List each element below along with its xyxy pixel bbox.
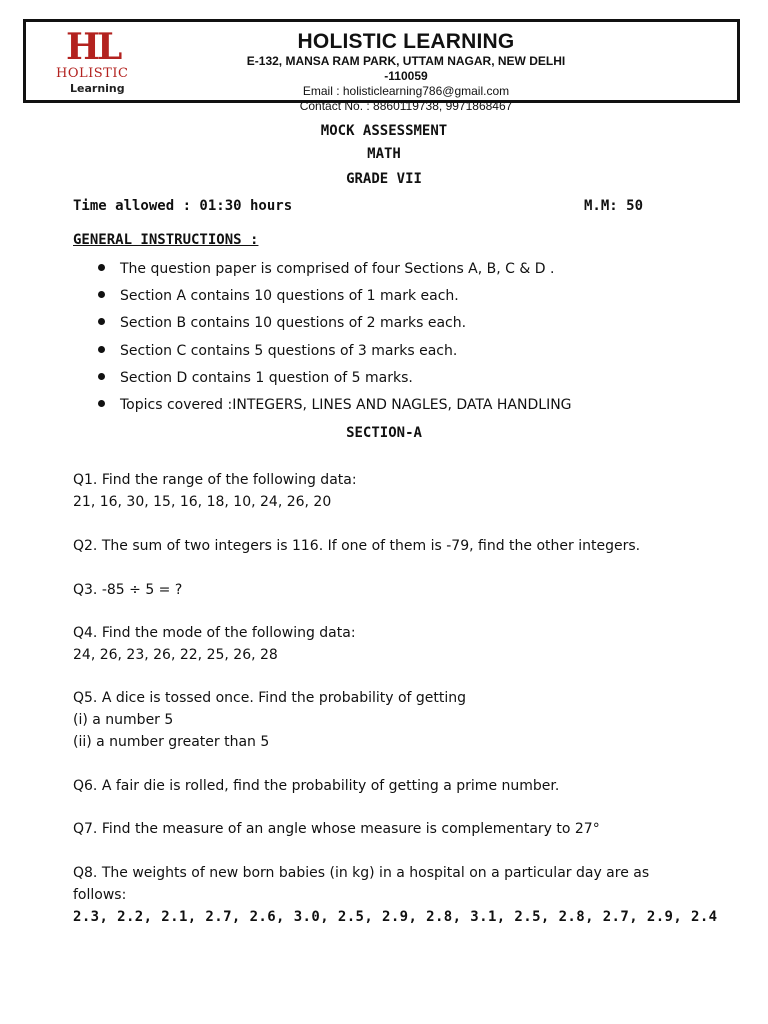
question-7: Q7. Find the measure of an angle whose measure is complementary to 27° (73, 821, 600, 837)
institute-email: Email : holisticlearning786@gmail.com (302, 84, 510, 98)
paper-grade: GRADE VII (346, 171, 422, 187)
letterhead-text (236, 30, 576, 114)
question-6: Q6. A fair die is rolled, find the probability of getting a prime number. (73, 778, 560, 794)
instructions-heading: GENERAL INSTRUCTIONS : (73, 232, 259, 248)
question-1: Q1. Find the range of the following data: 21, 16, 30, 15, 16, 18, 10, 24, 26, 20 (73, 472, 357, 510)
max-marks: M.M: 50 (584, 198, 644, 214)
bullet-icon (98, 373, 105, 380)
paper-title: MOCK ASSESSMENT (320, 123, 448, 139)
time-allowed: Time allowed : 01:30 hours (73, 198, 293, 214)
instruction-item: Section D contains 1 question of 5 marks. (98, 367, 572, 394)
question-8: Q8. The weights of new born babies (in kg) in a hospital on a particular day are as follows: 2.3, 2.2, 2.1, 2.7, 2.6, 3.0, 2.5, 2.9, 2.8, 3.1, 2.5, 2.8, 2.7, 2.9, 2.4 (73, 863, 718, 928)
bullet-icon (98, 346, 105, 353)
instruction-item: Section A contains 10 questions of 1 mark each. (98, 285, 572, 312)
bullet-icon (98, 264, 105, 271)
institute-contact: Contact No. : 8860119738, 9971868467 (299, 99, 513, 113)
institute-address: E-132, MANSA RAM PARK, UTTAM NAGAR, NEW DELHI -110059 (246, 54, 566, 83)
logo (56, 28, 136, 100)
question-4: Q4. Find the mode of the following data: 24, 26, 23, 26, 22, 25, 26, 28 (73, 625, 356, 663)
bullet-icon (98, 400, 105, 407)
bullet-icon (98, 291, 105, 298)
paper-subject: MATH (367, 146, 401, 162)
bullet-icon (98, 318, 105, 325)
logo-wordmark-learning: Learning (70, 82, 125, 95)
letterhead (23, 19, 740, 113)
section-heading: SECTION-A (346, 425, 422, 441)
institute-name: HOLISTIC LEARNING (297, 30, 515, 53)
question-2: Q2. The sum of two integers is 116. If one of them is -79, find the other integers. (73, 538, 641, 554)
question-3: Q3. -85 ÷ 5 = ? (73, 582, 183, 598)
instruction-item: Section B contains 10 questions of 2 marks each. (98, 312, 572, 339)
instruction-item: The question paper is comprised of four Sections A, B, C & D . (98, 258, 572, 285)
instruction-item: Topics covered :INTEGERS, LINES AND NAGLES, DATA HANDLING (98, 394, 572, 421)
instructions-list (98, 258, 572, 421)
weights-data: 2.3, 2.2, 2.1, 2.7, 2.6, 3.0, 2.5, 2.9, 2.8, 3.1, 2.5, 2.8, 2.7, 2.9, 2.4 (73, 908, 718, 925)
question-5: Q5. A dice is tossed once. Find the probability of getting (i) a number 5 (ii) a number greater than 5 (73, 690, 467, 750)
logo-mark: HL (66, 26, 120, 68)
logo-wordmark-holistic: HOLISTIC (56, 66, 129, 81)
instruction-item: Section C contains 5 questions of 3 marks each. (98, 340, 572, 367)
